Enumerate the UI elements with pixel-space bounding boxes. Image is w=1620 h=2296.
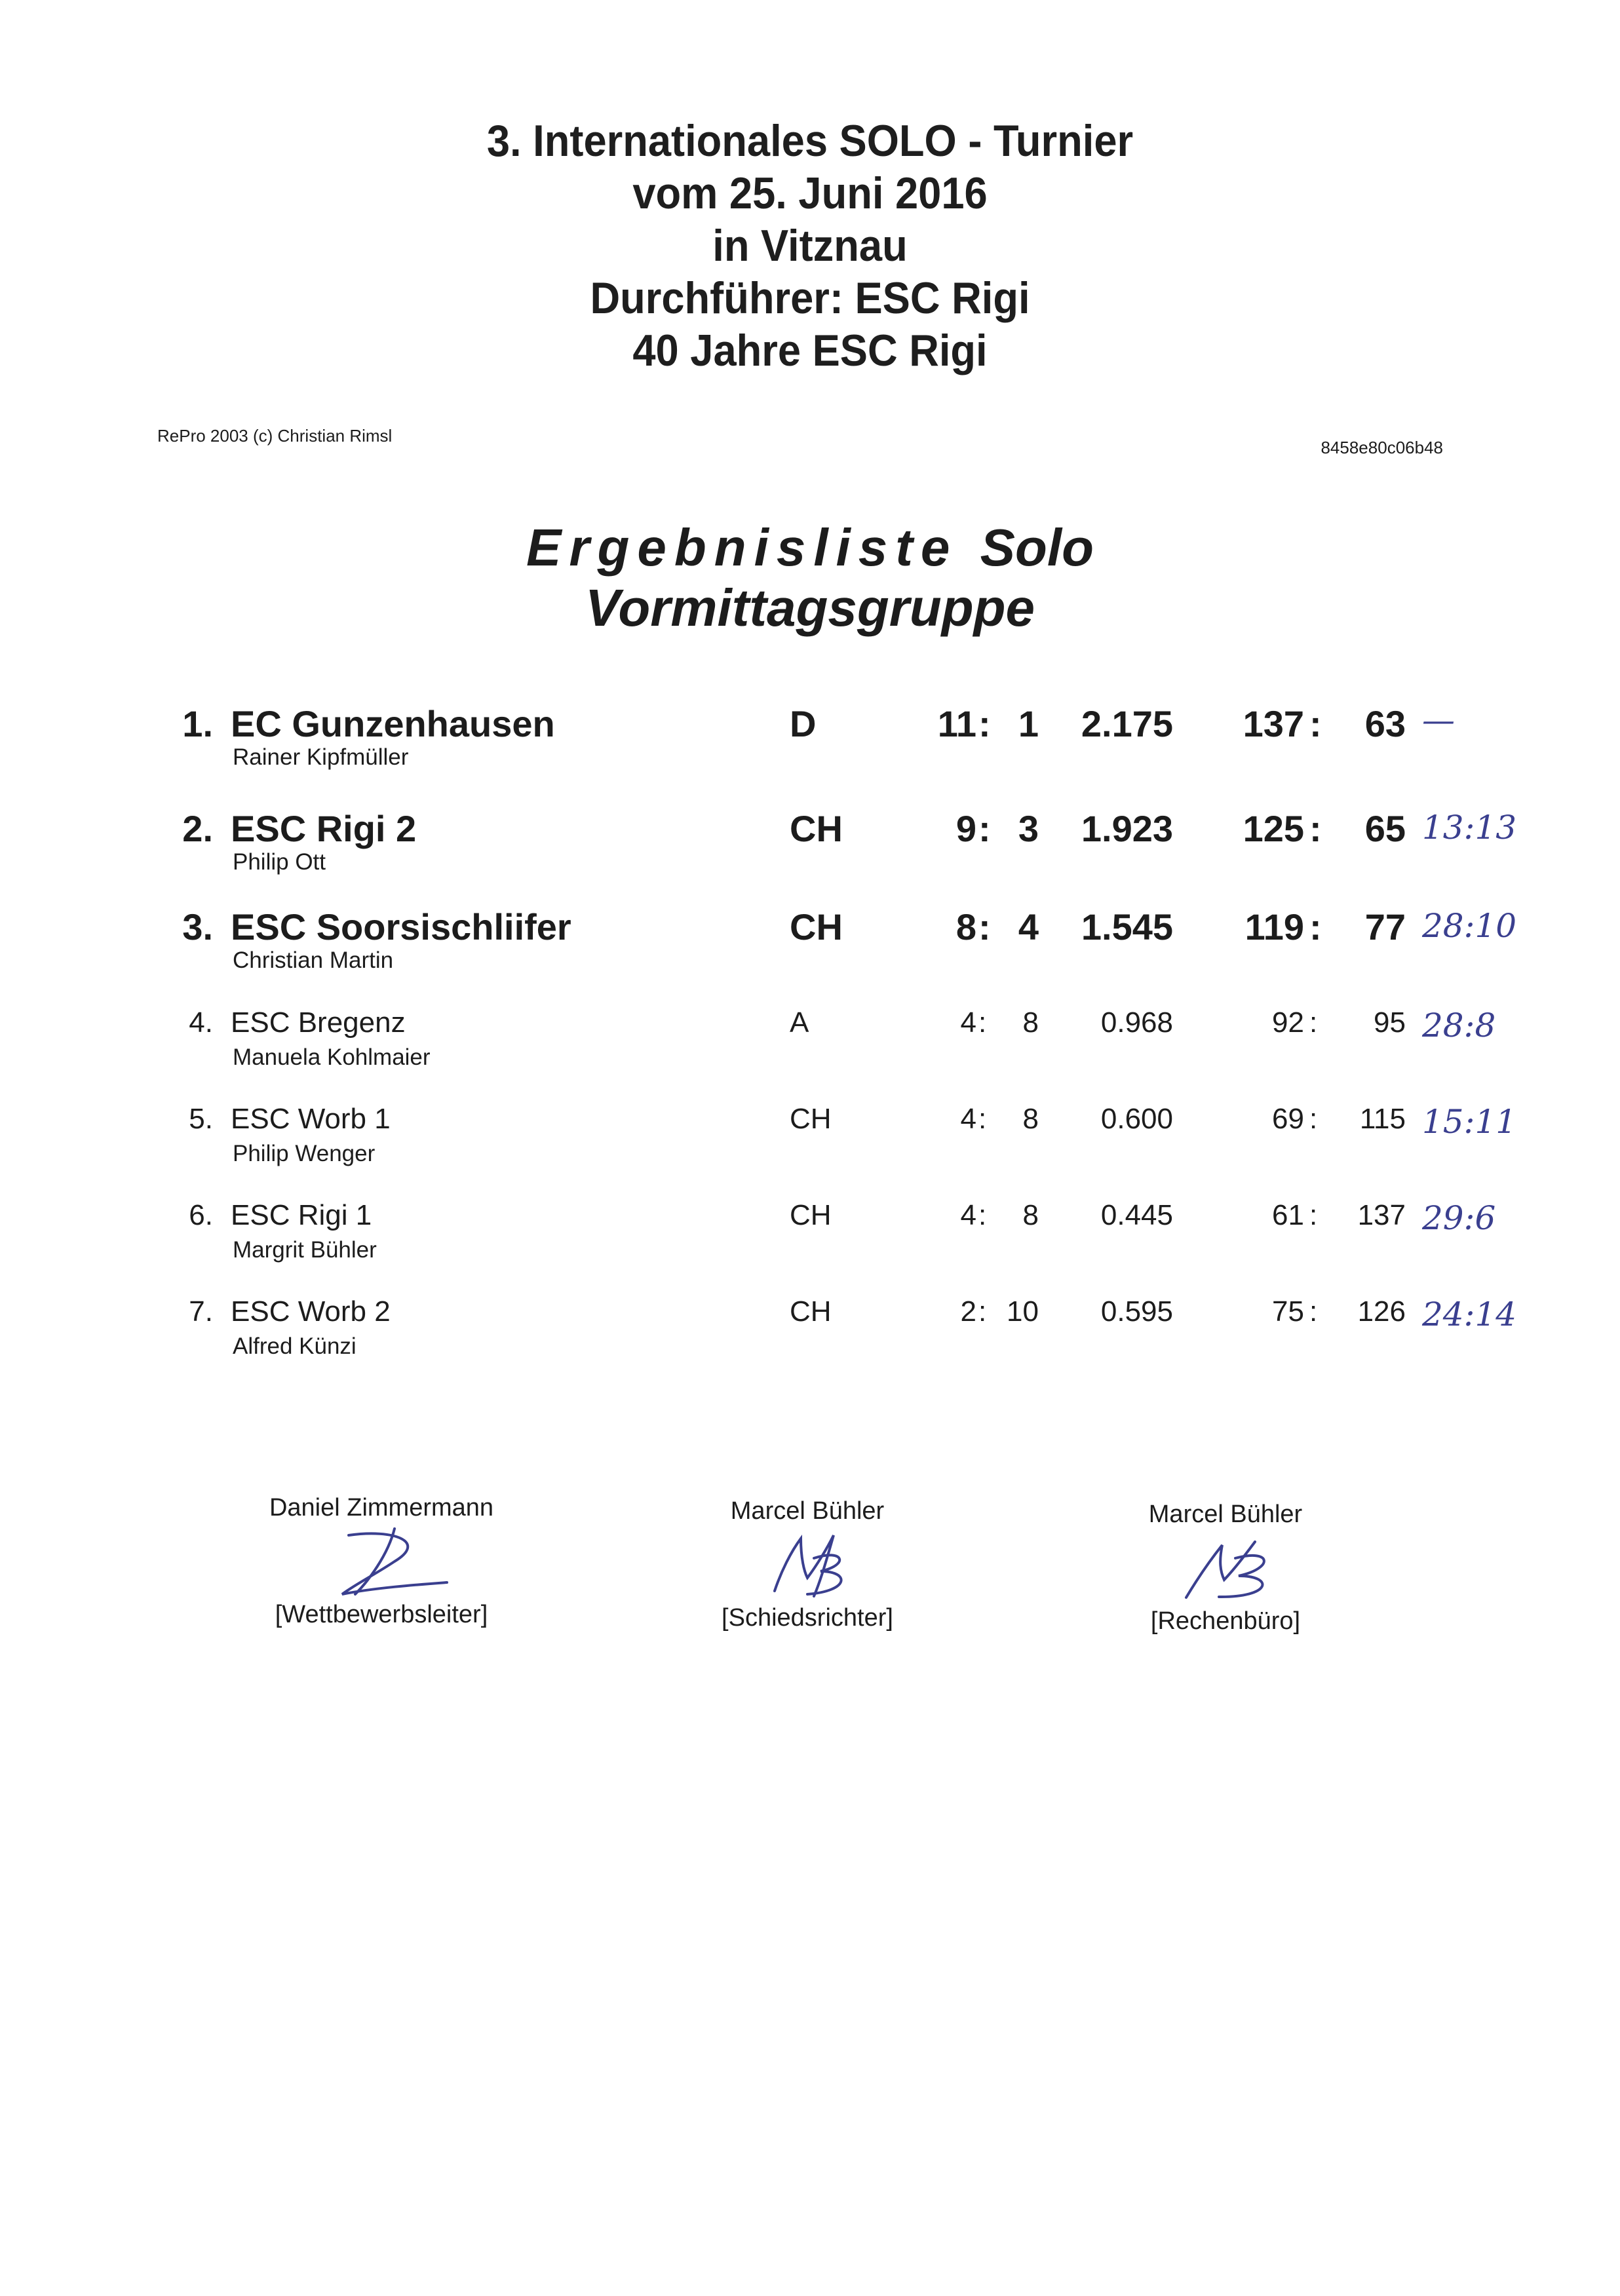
rank: 2.	[182, 808, 213, 849]
goals-against: 63	[1364, 703, 1406, 744]
tournament-header	[0, 115, 1620, 377]
signature-block-1	[185, 1494, 578, 1629]
points-lost: 8	[1022, 1006, 1039, 1039]
goals-against: 65	[1364, 808, 1406, 849]
header-line-4: Durchführer: ESC Rigi	[590, 273, 1030, 323]
result-row-1	[0, 702, 1620, 788]
goals-separator: :	[1309, 906, 1322, 947]
signer-role: [Schiedsrichter]	[722, 1604, 893, 1632]
rank: 4.	[189, 1006, 213, 1039]
handwritten-signature-1	[296, 1522, 467, 1601]
quotient: 1.545	[1081, 906, 1173, 947]
goals-against: 95	[1374, 1006, 1406, 1039]
points-lost: 1	[1018, 703, 1039, 744]
points-separator: :	[978, 1006, 987, 1039]
signature-block-3	[1029, 1501, 1422, 1636]
team-name: ESC Worb 1	[231, 1103, 391, 1135]
team-name: EC Gunzenhausen	[231, 703, 555, 744]
team-name: ESC Bregenz	[231, 1006, 406, 1039]
goals-separator: :	[1309, 1295, 1318, 1328]
player-name: Rainer Kipfmüller	[233, 744, 409, 770]
player-name: Christian Martin	[233, 947, 394, 973]
nation: CH	[790, 906, 843, 947]
goals-separator: :	[1309, 703, 1322, 744]
goals-separator: :	[1309, 808, 1322, 849]
goals-for: 69	[1272, 1103, 1304, 1135]
goals-separator: :	[1309, 1103, 1318, 1135]
result-row-3	[0, 906, 1620, 991]
result-row-4	[0, 1006, 1620, 1092]
quotient: 0.595	[1100, 1295, 1173, 1328]
points-won: 2	[960, 1295, 976, 1328]
points-won: 4	[960, 1006, 976, 1039]
player-name: Alfred Künzi	[233, 1333, 357, 1359]
points-separator: :	[978, 906, 991, 947]
result-row-6	[0, 1199, 1620, 1284]
points-won: 4	[960, 1199, 976, 1231]
team-name: ESC Soorsischliifer	[231, 906, 571, 947]
title-suffix: Solo	[980, 518, 1094, 577]
points-separator: :	[978, 808, 991, 849]
quotient: 2.175	[1081, 703, 1173, 744]
points-separator: :	[978, 703, 991, 744]
signer-name: Daniel Zimmermann	[269, 1494, 494, 1521]
team-name: ESC Rigi 1	[231, 1199, 372, 1231]
handwritten-note: 13:13	[1422, 809, 1517, 847]
nation: A	[790, 1006, 809, 1039]
goals-for: 119	[1244, 906, 1304, 947]
handwritten-signature-2	[729, 1525, 886, 1604]
header-line-3: in Vitznau	[712, 221, 908, 271]
quotient: 0.445	[1100, 1199, 1173, 1231]
points-lost: 4	[1018, 906, 1039, 947]
handwritten-note: —	[1422, 701, 1455, 739]
nation: CH	[790, 808, 843, 849]
points-won: 9	[955, 808, 976, 849]
goals-separator: :	[1309, 1006, 1318, 1039]
points-separator: :	[978, 1103, 987, 1135]
goals-against: 77	[1364, 906, 1406, 947]
goals-for: 92	[1272, 1006, 1304, 1039]
quotient: 1.923	[1081, 808, 1173, 849]
goals-against: 126	[1357, 1295, 1406, 1328]
header-line-2: vom 25. Juni 2016	[632, 168, 988, 218]
signature-block-2	[611, 1497, 1004, 1632]
quotient: 0.968	[1100, 1006, 1173, 1039]
nation: CH	[790, 1103, 832, 1135]
signer-name: Marcel Bühler	[730, 1497, 885, 1525]
handwritten-note: 24:14	[1422, 1295, 1517, 1333]
points-lost: 8	[1022, 1103, 1039, 1135]
rank: 5.	[189, 1103, 213, 1135]
rank: 6.	[189, 1199, 213, 1231]
results-title	[0, 518, 1620, 638]
nation: CH	[790, 1199, 832, 1231]
points-lost: 10	[1007, 1295, 1039, 1328]
player-name: Philip Wenger	[233, 1141, 376, 1166]
team-name: ESC Worb 2	[231, 1295, 391, 1328]
goals-for: 75	[1272, 1295, 1304, 1328]
goals-against: 137	[1357, 1199, 1406, 1231]
title-line-2: Vormittagsgruppe	[585, 579, 1035, 637]
signer-role: [Wettbewerbsleiter]	[275, 1601, 488, 1628]
result-row-5	[0, 1103, 1620, 1188]
handwritten-note: 29:6	[1422, 1199, 1496, 1237]
points-separator: :	[978, 1199, 987, 1231]
goals-against: 115	[1359, 1103, 1406, 1135]
handwritten-signature-3	[1147, 1529, 1304, 1607]
goals-for: 125	[1243, 808, 1304, 849]
goals-for: 61	[1272, 1199, 1304, 1231]
handwritten-note: 28:8	[1422, 1006, 1496, 1044]
points-separator: :	[978, 1295, 987, 1328]
quotient: 0.600	[1100, 1103, 1173, 1135]
header-line-5: 40 Jahre ESC Rigi	[632, 326, 988, 375]
rank: 3.	[182, 906, 213, 947]
rank: 1.	[182, 703, 213, 744]
points-lost: 3	[1018, 808, 1039, 849]
handwritten-note: 15:11	[1422, 1103, 1517, 1141]
result-row-7	[0, 1295, 1620, 1381]
points-won: 8	[955, 906, 976, 947]
nation: CH	[790, 1295, 832, 1328]
team-name: ESC Rigi 2	[231, 808, 417, 849]
header-line-1: 3. Internationales SOLO - Turnier	[486, 116, 1134, 166]
result-row-2	[0, 807, 1620, 892]
handwritten-note: 28:10	[1422, 907, 1517, 945]
document-hash: 8458e80c06b48	[1321, 438, 1443, 457]
points-won: 11	[937, 703, 976, 744]
nation: D	[790, 703, 817, 744]
title-main: Ergebnisliste	[526, 518, 958, 577]
signer-role: [Rechenbüro]	[1150, 1607, 1301, 1635]
repro-credit: RePro 2003 (c) Christian Rimsl	[157, 426, 393, 446]
goals-for: 137	[1243, 703, 1304, 744]
points-lost: 8	[1022, 1199, 1039, 1231]
player-name: Margrit Bühler	[233, 1237, 377, 1263]
signer-name: Marcel Bühler	[1148, 1501, 1303, 1528]
rank: 7.	[189, 1295, 213, 1328]
player-name: Philip Ott	[233, 849, 326, 875]
title-line-1	[0, 518, 1620, 578]
player-name: Manuela Kohlmaier	[233, 1044, 431, 1070]
goals-separator: :	[1309, 1199, 1318, 1231]
points-won: 4	[960, 1103, 976, 1135]
